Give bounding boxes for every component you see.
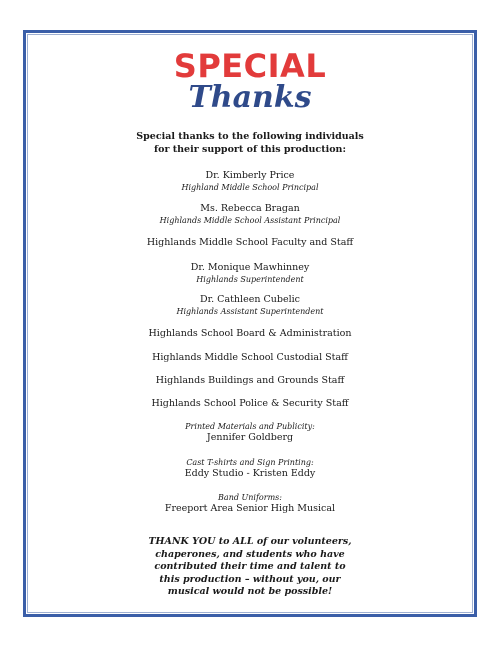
- entry-role: Highland Middle School Principal: [181, 183, 319, 192]
- entry-printed-materials: [30, 421, 470, 444]
- entry-cathleen-cubelic: [30, 294, 470, 317]
- entry-label: Cast T-shirts and Sign Printing:: [186, 458, 314, 467]
- closing-message: [30, 536, 470, 599]
- entry-custodial-staff: [30, 352, 470, 364]
- entry-name: Highlands School Police & Security Staff: [151, 398, 349, 409]
- entry-label: Printed Materials and Publicity:: [185, 422, 315, 431]
- entry-name: Highlands Buildings and Grounds Staff: [155, 375, 345, 386]
- title-special: SPECIAL: [173, 47, 327, 85]
- entry-police-security: [30, 398, 470, 410]
- page-border-inner: [27, 34, 473, 613]
- entry-name: Jennifer Goldberg: [206, 432, 294, 443]
- entry-role: Highlands Assistant Superintendent: [176, 307, 324, 316]
- closing-line-4: this production – without you, our: [159, 573, 341, 585]
- entry-name: Eddy Studio - Kristen Eddy: [184, 468, 316, 479]
- entry-label: Band Uniforms:: [218, 493, 282, 502]
- entry-name: Highlands Middle School Custodial Staff: [152, 352, 348, 363]
- entry-name: Freeport Area Senior High Musical: [164, 503, 336, 514]
- entry-tshirts-printing: [30, 457, 470, 480]
- entry-name: Ms. Rebecca Bragan: [200, 203, 300, 214]
- entry-school-board: [30, 328, 470, 340]
- closing-line-1: THANK YOU to ALL of our volunteers,: [148, 536, 352, 547]
- closing-line-3: contributed their time and talent to: [154, 561, 346, 572]
- entry-role: Highlands Superintendent: [196, 275, 304, 284]
- title-thanks: Thanks: [188, 80, 312, 115]
- entry-faculty-staff: [30, 237, 470, 249]
- entry-name: Dr. Kimberly Price: [205, 170, 295, 181]
- entry-name: Highlands Middle School Faculty and Staff: [146, 237, 354, 248]
- intro-line-2: for their support of this production:: [154, 144, 346, 155]
- entry-rebecca-bragan: [30, 203, 470, 226]
- entry-monique-mawhinney: [30, 262, 470, 285]
- entry-kimberly-price: [30, 170, 470, 193]
- intro-text: [30, 130, 470, 156]
- closing-line-2: chaperones, and students who have: [155, 548, 345, 560]
- entry-name: Dr. Cathleen Cubelic: [200, 294, 300, 305]
- entry-name: Highlands School Board & Administration: [148, 328, 352, 339]
- entry-role: Highlands Middle School Assistant Principal: [159, 216, 341, 225]
- entry-name: Dr. Monique Mawhinney: [190, 262, 310, 273]
- entry-band-uniforms: [30, 492, 470, 515]
- closing-line-5: musical would not be possible!: [167, 586, 333, 597]
- intro-line-1: Special thanks to the following individuals: [136, 131, 364, 142]
- entry-buildings-grounds: [30, 375, 470, 387]
